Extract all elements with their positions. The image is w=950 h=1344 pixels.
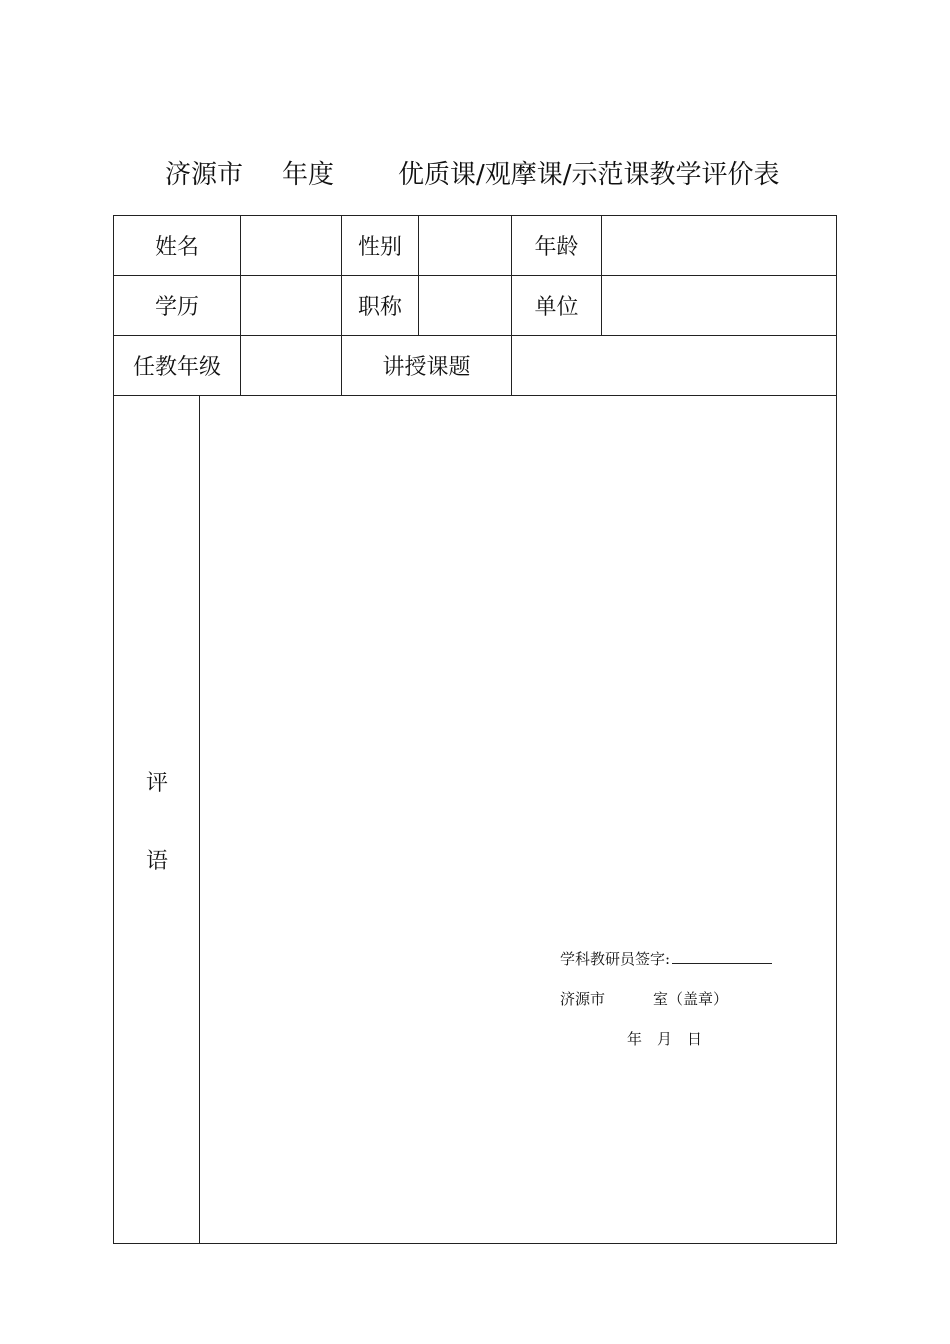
professional-title-value-cell[interactable] [419,276,511,335]
gender-label: 性别 [357,235,402,260]
education-value-cell[interactable] [241,276,341,335]
name-label: 姓名 [154,235,199,260]
date-month: 月 [657,1030,673,1048]
teaching-grade-value-cell[interactable] [241,336,341,395]
office-seal-line [560,988,728,1009]
unit-value-cell[interactable] [602,276,836,335]
office-city: 济源市 [560,990,606,1008]
title-main: 优质课/观摩课/示范课教学评价表 [398,160,780,190]
signature-blank[interactable] [672,949,772,964]
professional-title-label: 职称 [357,295,402,320]
age-label: 年龄 [534,235,579,260]
teaching-grade-label: 任教年级 [132,355,221,380]
education-label: 学历 [154,295,199,320]
lesson-topic-value-cell[interactable] [512,336,836,395]
comment-text-area[interactable] [200,396,836,936]
researcher-signature-line [560,948,772,969]
office-seal-label: 室（盖章） [653,990,729,1008]
comment-label-char-1: 评 [145,771,168,796]
title-year: 年度 [282,160,335,190]
evaluation-form-table [113,215,837,1244]
unit-label: 单位 [534,295,579,320]
title-city: 济源市 [165,160,244,190]
form-title [0,155,950,195]
lesson-topic-label: 讲授课题 [382,355,471,380]
date-line [627,1028,702,1049]
age-value-cell[interactable] [602,216,836,275]
date-year: 年 [627,1030,643,1048]
comment-label-char-2: 语 [145,849,168,874]
gender-value-cell[interactable] [419,216,511,275]
name-value-cell[interactable] [241,216,341,275]
researcher-signature-label: 学科教研员签字: [560,950,671,968]
date-day: 日 [687,1030,703,1048]
